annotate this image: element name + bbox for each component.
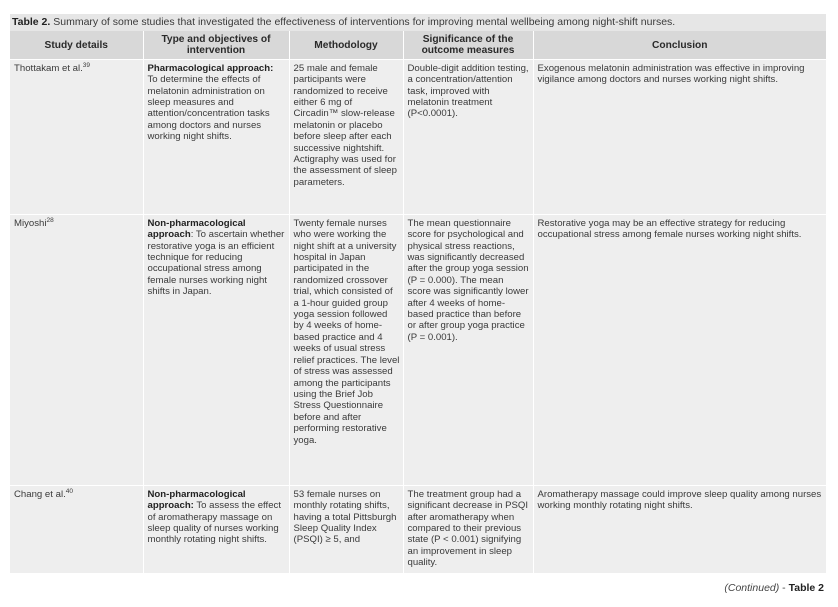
table-caption — [10, 14, 826, 31]
methodology-cell: Twenty female nurses who were working the night shift at a university hospital in Japan participated in the randomized crossover trial, which consisted of a 1-hour guided group yoga session followed by 4 weeks of home-based practice and 4 weeks of usual stress relief practices. The level of stress was assessed among the participants using the Brief Job Stress Questionnaire before and after performing restorative yoga. — [289, 214, 403, 485]
continued-separator: - — [779, 582, 789, 594]
table-header-row — [10, 31, 826, 59]
table-row — [10, 485, 826, 573]
approach-label: Pharmacological approach: — [147, 62, 274, 74]
intervention-cell — [143, 214, 289, 485]
approach-label: Non-pharmacological approach: — [147, 488, 246, 512]
table-row — [10, 59, 826, 214]
header-methodology: Methodology — [289, 31, 403, 59]
significance-cell: The treatment group had a significant decrease in PSQI after aromatherapy when compared to their previous state (P < 0.001) signifying an improvement in sleep quality. — [403, 485, 533, 573]
study-cell — [10, 485, 143, 573]
intervention-objective: To determine the effects of melatonin administration on sleep measures and attention/concentration tasks among doctors and nurses working night shifts. — [147, 74, 270, 143]
intervention-objective: : To ascertain whether restorative yoga is an efficient technique for reducing occupational stress among female nurses working night shifts in Japan. — [147, 229, 285, 298]
study-ref: 28 — [46, 216, 54, 224]
significance-cell: The mean questionnaire score for psychological and physical stress reactions, was significantly decreased after the group yoga session (P = 0.000). The mean score was significantly lower after 4 weeks of home-based practice than before or after group yoga practice (P = 0.001). — [403, 214, 533, 485]
study-name: Chang et al. — [14, 488, 66, 500]
study-ref: 39 — [82, 61, 91, 69]
conclusion-cell: Exogenous melatonin administration was effective in improving vigilance among doctors and nurses working night shifts. — [533, 59, 826, 214]
conclusion-cell: Restorative yoga may be an effective strategy for reducing occupational stress among female nurses working night shifts. — [533, 214, 826, 485]
methodology-cell: 53 female nurses on monthly rotating shifts, having a total Pittsburgh Sleep Quality Index (PSQI) ≥ 5, and — [289, 485, 403, 573]
intervention-cell — [143, 485, 289, 573]
header-type-objectives: Type and objectives of intervention — [143, 31, 289, 59]
methodology-cell: 25 male and female participants were randomized to receive either 6 mg of Circadin™ slow-release melatonin or placebo before sleep after each successive nightshift. Actigraphy was used for the assessment of sleep parameters. — [289, 59, 403, 214]
conclusion-cell: Aromatherapy massage could improve sleep quality among nurses working monthly rotating night shifts. — [533, 485, 826, 573]
study-cell — [10, 214, 143, 485]
table-row — [10, 214, 826, 485]
study-ref: 40 — [65, 487, 73, 495]
header-conclusion: Conclusion — [533, 31, 826, 59]
header-significance: Significance of the outcome measures — [403, 31, 533, 59]
caption-label: Table 2. — [12, 16, 51, 28]
continued-table-label: Table 2 — [788, 582, 824, 594]
approach-label: Non-pharmacological approach — [147, 217, 246, 241]
continued-text: (Continued) — [724, 582, 780, 594]
study-cell — [10, 59, 143, 214]
header-study-details: Study details — [10, 31, 143, 59]
study-name: Thottakam et al. — [14, 62, 83, 74]
intervention-cell — [143, 59, 289, 214]
studies-table — [10, 31, 826, 574]
significance-cell: Double-digit addition testing, a concentration/attention task, improved with melatonin treatment (P<0.0001). — [403, 59, 533, 214]
intervention-objective: To assess the effect of aromatherapy massage on sleep quality of nurses working monthly rotating night shifts. — [147, 500, 281, 546]
study-name: Miyoshi — [14, 217, 47, 229]
continued-note — [724, 582, 824, 594]
caption-text: Summary of some studies that investigated the effectiveness of interventions for improving mental wellbeing among night-shift nurses. — [50, 16, 676, 28]
